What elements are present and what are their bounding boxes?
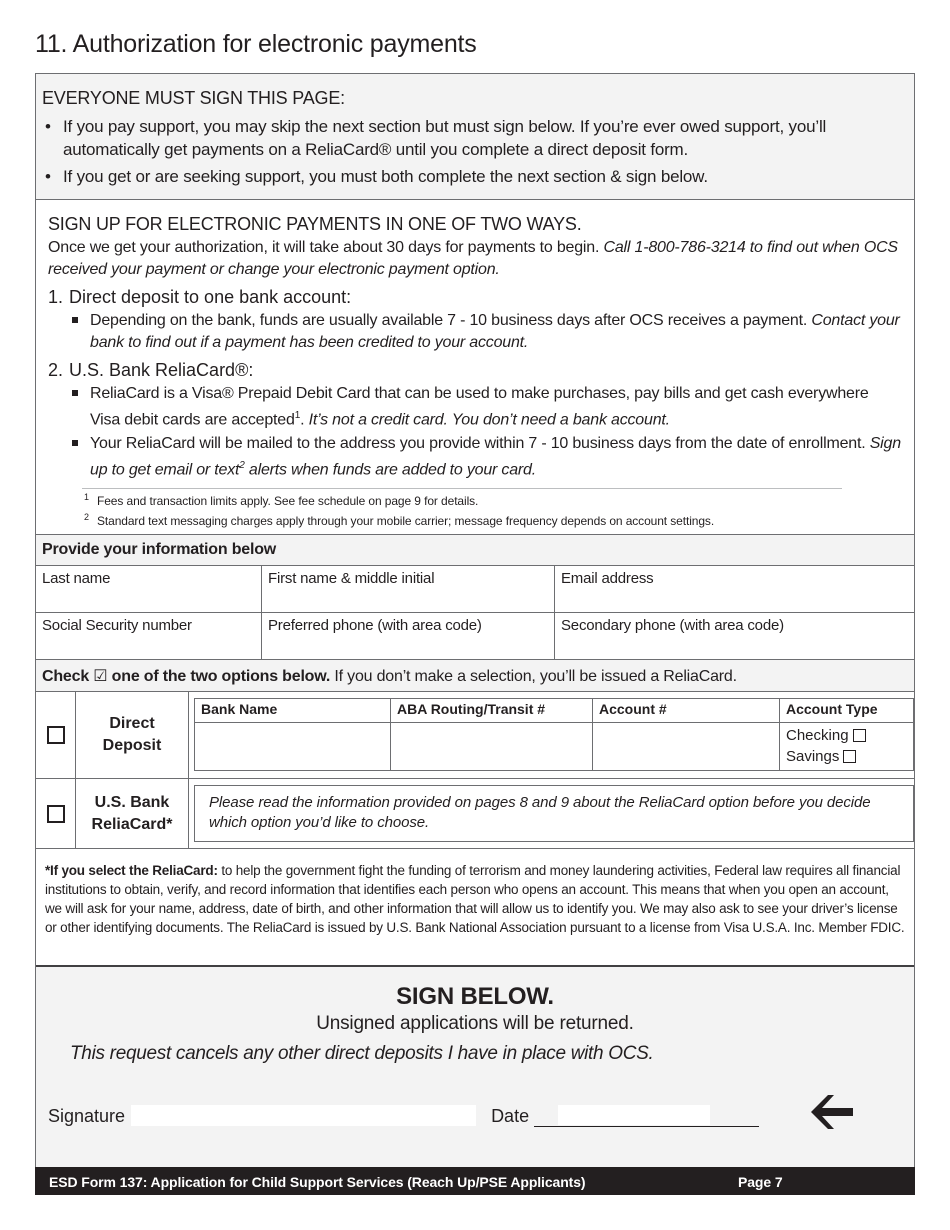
footnote-number: 2 bbox=[84, 511, 89, 522]
column-header-account: Account # bbox=[593, 699, 780, 723]
option2-bullet2-italic: Sign up to get email or text bbox=[90, 435, 901, 479]
footnote-ref: 2 bbox=[239, 460, 245, 472]
label-line: Direct bbox=[109, 715, 155, 732]
direct-deposit-label bbox=[76, 692, 189, 778]
footnote bbox=[48, 511, 902, 531]
bank-name-input[interactable] bbox=[195, 723, 391, 770]
account-number-input[interactable] bbox=[593, 723, 780, 770]
date-field[interactable] bbox=[534, 1105, 759, 1127]
checkbox-checked-icon: ☑ bbox=[93, 668, 108, 685]
signup-intro bbox=[48, 237, 902, 281]
option1-number: 1. bbox=[48, 287, 64, 307]
date-label: Date bbox=[491, 1106, 530, 1126]
option1-title-text: Direct deposit to one bank account: bbox=[69, 287, 352, 307]
option2-bullet1-italic: It’s not a credit card. You don’t need a bank account. bbox=[308, 411, 670, 429]
secondary-phone-field[interactable] bbox=[555, 613, 914, 660]
field-label: Preferred phone (with area code) bbox=[268, 617, 482, 634]
savings-option bbox=[786, 746, 907, 767]
option2-bullet2-italic: alerts when funds are added to your card. bbox=[244, 461, 536, 479]
footnote-divider bbox=[82, 488, 842, 489]
page-footer bbox=[35, 1167, 915, 1195]
reliacard-checkbox[interactable] bbox=[47, 805, 65, 823]
signup-intro-phone: Call 1-800-786-3214 to find out when OCS received your payment or change your electronic payment option. bbox=[48, 239, 898, 278]
info-grid bbox=[36, 566, 914, 660]
option2-number: 2. bbox=[48, 360, 64, 380]
option2-title-text: U.S. Bank ReliaCard®: bbox=[69, 360, 254, 380]
check-bold: one of the two options below. bbox=[107, 668, 331, 685]
page-title: 11. Authorization for electronic payments bbox=[35, 30, 477, 58]
first-name-field[interactable] bbox=[262, 566, 555, 613]
footnote bbox=[48, 491, 902, 511]
everyone-must-sign-section bbox=[36, 74, 914, 200]
ssn-field[interactable] bbox=[36, 613, 262, 660]
field-label: Email address bbox=[561, 570, 654, 587]
direct-deposit-option bbox=[36, 692, 914, 779]
sign-subheading: Unsigned applications will be returned. bbox=[316, 1013, 634, 1034]
field-label: Secondary phone (with area code) bbox=[561, 617, 784, 634]
info-heading: Provide your information below bbox=[36, 535, 914, 566]
signup-heading: SIGN UP FOR ELECTRONIC PAYMENTS IN ONE OF TWO WAYS. bbox=[48, 214, 582, 234]
option2-bullet1-text: ReliaCard is a Visa® Prepaid Debit Card that can be used to make purchases, pay bills and get cash everywhere Visa debit cards are accepted bbox=[90, 385, 869, 429]
option1-bullet-italic: Contact your bank to find out if a payment has been credited to your account. bbox=[90, 312, 900, 351]
arrow-left-icon bbox=[811, 1095, 855, 1129]
disclaimer-bold: *If you select the ReliaCard: bbox=[45, 863, 218, 878]
disclaimer-text: to help the government fight the funding of terrorism and money laundering activities, Federal law requires all financial institutions to obtain, verify, and record information that identifies each person who opens an account. This means that when you open an account, we will ask for your name, address, date of birth, and other information that will allow us to identify you. We may also ask to see your driver’s license or other identifying documents. The ReliaCard is issued by U.S. Bank National Association pursuant to a license from Visa U.S.A. Inc. Member FDIC. bbox=[45, 863, 905, 935]
date-field-fill bbox=[558, 1105, 710, 1125]
footnote-ref: 1 bbox=[294, 410, 301, 421]
everyone-bullet: • If you get or are seeking support, you must both complete the next section & sign below. bbox=[42, 165, 908, 188]
direct-deposit-checkbox-cell bbox=[36, 692, 76, 778]
column-header-bank-name: Bank Name bbox=[195, 699, 391, 723]
reliacard-checkbox-cell bbox=[36, 779, 76, 848]
option1-bullet-text: Depending on the bank, funds are usually available 7 - 10 business days after OCS receives a payment. bbox=[90, 312, 812, 329]
field-label: First name & middle initial bbox=[268, 570, 435, 587]
sign-heading: SIGN BELOW. bbox=[396, 983, 554, 1010]
reliacard-disclaimer bbox=[36, 849, 914, 967]
column-header-account-type: Account Type bbox=[780, 699, 913, 723]
preferred-phone-field[interactable] bbox=[262, 613, 555, 660]
sign-note: This request cancels any other direct deposits I have in place with OCS. bbox=[70, 1043, 654, 1064]
checking-label: Checking bbox=[786, 727, 849, 744]
field-label: Last name bbox=[42, 570, 111, 587]
reliacard-option bbox=[36, 779, 914, 849]
footnote-text: Standard text messaging charges apply through your mobile carrier; message frequency depends on account settings. bbox=[97, 513, 715, 528]
signup-section bbox=[36, 200, 914, 535]
footnote-text: Fees and transaction limits apply. See fee schedule on page 9 for details. bbox=[97, 493, 479, 508]
footnote-number: 1 bbox=[84, 491, 89, 502]
signature-label: Signature bbox=[48, 1106, 126, 1126]
page-number: Page 7 bbox=[738, 1174, 783, 1190]
account-type-cell bbox=[780, 723, 913, 770]
option2-bullet bbox=[48, 383, 902, 431]
sign-section bbox=[36, 967, 914, 1169]
everyone-bullet: • If you pay support, you may skip the next section but must sign below. If you’re ever owed support, you’ll automatically get payments on a ReliaCard® until you complete a direct deposit form. bbox=[42, 115, 908, 161]
option2-bullet2-text: Your ReliaCard will be mailed to the address you provide within 7 - 10 business days from the date of enrollment. bbox=[90, 435, 870, 453]
punct: . bbox=[300, 411, 309, 429]
savings-checkbox[interactable] bbox=[843, 750, 856, 763]
bank-info-table bbox=[194, 698, 914, 771]
label-line: U.S. Bank bbox=[94, 793, 170, 811]
direct-deposit-checkbox[interactable] bbox=[47, 726, 65, 744]
field-label: Social Security number bbox=[42, 617, 192, 634]
reliacard-label bbox=[76, 779, 189, 848]
label-line: ReliaCard* bbox=[91, 815, 173, 833]
reliacard-note: Please read the information provided on pages 8 and 9 about the ReliaCard option before you decide which option you’d like to choose. bbox=[194, 785, 914, 842]
option1-title bbox=[48, 287, 902, 308]
option1-bullet bbox=[48, 310, 902, 354]
column-header-routing: ABA Routing/Transit # bbox=[391, 699, 593, 723]
checking-option bbox=[786, 725, 907, 746]
check-rest: If you don’t make a selection, you’ll be issued a ReliaCard. bbox=[330, 668, 737, 685]
checking-checkbox[interactable] bbox=[853, 729, 866, 742]
authorization-form bbox=[35, 73, 915, 1170]
option2-bullet bbox=[48, 433, 902, 481]
signature-row bbox=[48, 1105, 759, 1127]
form-name: ESD Form 137: Application for Child Support Services (Reach Up/PSE Applicants) bbox=[49, 1174, 586, 1190]
routing-number-input[interactable] bbox=[391, 723, 593, 770]
check-instruction bbox=[36, 660, 914, 692]
check-bold: Check bbox=[42, 668, 94, 685]
signup-intro-text: Once we get your authorization, it will take about 30 days for payments to begin. bbox=[48, 239, 604, 256]
bank-info-cell bbox=[189, 692, 914, 778]
label-line: Deposit bbox=[102, 737, 162, 754]
signature-field[interactable] bbox=[131, 1105, 476, 1127]
email-field[interactable] bbox=[555, 566, 914, 613]
everyone-heading: EVERYONE MUST SIGN THIS PAGE: bbox=[42, 88, 345, 108]
savings-label: Savings bbox=[786, 748, 840, 765]
reliacard-note-cell bbox=[189, 779, 914, 848]
last-name-field[interactable] bbox=[36, 566, 262, 613]
option2-title bbox=[48, 360, 902, 381]
